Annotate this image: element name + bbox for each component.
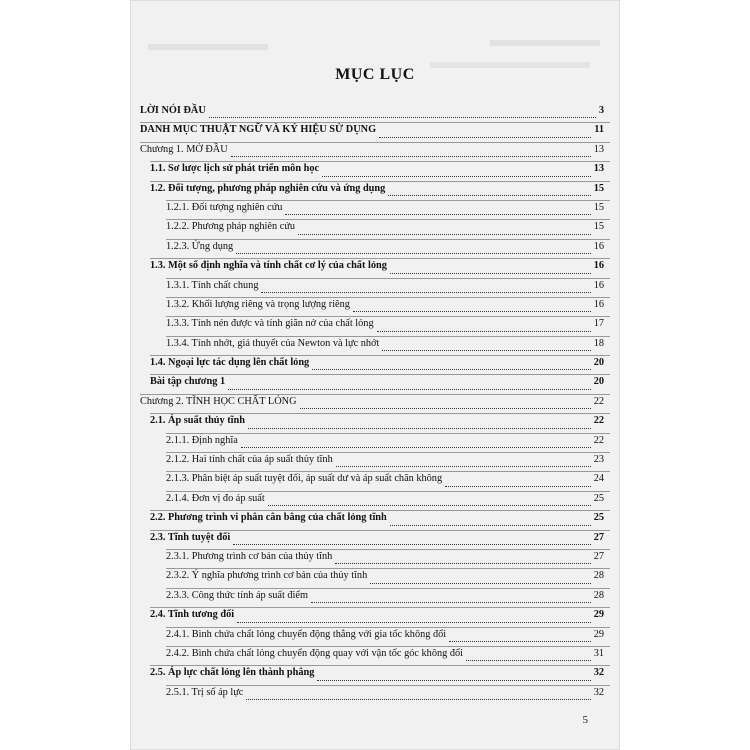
toc-leader-dots bbox=[370, 583, 591, 584]
page-number: 5 bbox=[582, 714, 588, 726]
toc-entry[interactable] bbox=[140, 608, 610, 626]
toc-leader-dots bbox=[311, 602, 591, 603]
toc-entry-page: 22 bbox=[593, 395, 604, 407]
toc-entry[interactable] bbox=[140, 356, 610, 374]
toc-leader-dots bbox=[336, 466, 591, 467]
toc-entry-page: 22 bbox=[593, 415, 604, 427]
toc-leader-dots bbox=[388, 195, 591, 196]
toc-entry[interactable] bbox=[140, 123, 610, 141]
toc-entry[interactable] bbox=[140, 104, 610, 122]
toc-leader-dots bbox=[246, 699, 591, 700]
toc-entry[interactable] bbox=[140, 201, 610, 219]
toc-entry-label: 1.2.1. Đối tượng nghiên cứu bbox=[166, 201, 283, 213]
toc-entry[interactable] bbox=[140, 589, 610, 607]
toc-entry[interactable] bbox=[140, 395, 610, 413]
toc-entry-label: DANH MỤC THUẬT NGỮ VÀ KÝ HIỆU SỬ DỤNG bbox=[140, 124, 377, 136]
toc-leader-dots bbox=[268, 505, 591, 506]
toc-leader-dots bbox=[300, 408, 591, 409]
toc-leader-dots bbox=[241, 447, 591, 448]
toc-leader-dots bbox=[382, 350, 591, 351]
toc-entry-page: 15 bbox=[593, 201, 604, 213]
toc-entry-page: 11 bbox=[594, 124, 604, 136]
toc-leader-dots bbox=[449, 641, 591, 642]
toc-entry[interactable] bbox=[140, 686, 610, 704]
toc-entry-page: 15 bbox=[593, 182, 604, 194]
toc-entry[interactable] bbox=[140, 375, 610, 393]
toc-entry-page: 20 bbox=[593, 357, 604, 369]
toc-leader-dots bbox=[322, 176, 591, 177]
toc-leader-dots bbox=[228, 389, 591, 390]
toc-leader-dots bbox=[231, 156, 591, 157]
toc-entry[interactable] bbox=[140, 531, 610, 549]
page-title: MỤC LỤC bbox=[335, 66, 415, 83]
toc-entry[interactable] bbox=[140, 666, 610, 684]
toc-entry-label: 1.3.2. Khối lượng riêng và trọng lượng riêng bbox=[166, 298, 350, 310]
toc-entry-page: 18 bbox=[593, 337, 604, 349]
toc-entry[interactable] bbox=[140, 337, 610, 355]
toc-entry-page: 25 bbox=[593, 512, 604, 524]
toc-entry-page: 25 bbox=[593, 492, 604, 504]
toc-entry-label: 2.3.2. Ý nghĩa phương trình cơ bản của thủy tĩnh bbox=[166, 570, 368, 582]
toc-entry-label: 1.3.4. Tính nhớt, giả thuyết của Newton và lực nhớt bbox=[166, 337, 380, 349]
toc-leader-dots bbox=[379, 137, 591, 138]
toc-entry-label: 2.1.1. Định nghĩa bbox=[166, 434, 238, 446]
toc-leader-dots bbox=[466, 660, 591, 661]
toc-entry-page: 29 bbox=[593, 609, 604, 621]
toc-entry-page: 23 bbox=[593, 454, 604, 466]
toc-entry[interactable] bbox=[140, 279, 610, 297]
toc-entry[interactable] bbox=[140, 317, 610, 335]
toc-entry[interactable] bbox=[140, 162, 610, 180]
toc-entry[interactable] bbox=[140, 550, 610, 568]
toc-entry-page: 13 bbox=[593, 143, 604, 155]
toc-entry-label: 2.4.1. Bình chứa chất lỏng chuyển động thẳng với gia tốc không đổi bbox=[166, 628, 447, 640]
toc-entry-label: 2.5. Áp lực chất lỏng lên thành phẳng bbox=[150, 667, 315, 679]
toc-entry-label: 2.1. Áp suất thủy tĩnh bbox=[150, 415, 245, 427]
toc-entry-page: 29 bbox=[593, 628, 604, 640]
toc-entry-page: 27 bbox=[593, 550, 604, 562]
toc-entry-label: 1.2.2. Phương pháp nghiên cứu bbox=[166, 221, 296, 233]
toc-entry-label: 2.1.4. Đơn vị đo áp suất bbox=[166, 492, 265, 504]
toc-entry-page: 27 bbox=[593, 531, 604, 543]
table-of-contents bbox=[140, 104, 610, 704]
toc-leader-dots bbox=[335, 563, 591, 564]
book-page bbox=[130, 0, 620, 750]
toc-entry-label: Chương 2. TĨNH HỌC CHẤT LỎNG bbox=[140, 395, 297, 407]
toc-entry-label: 2.4. Tĩnh tương đối bbox=[150, 609, 235, 621]
toc-entry[interactable] bbox=[140, 143, 610, 161]
toc-entry-page: 15 bbox=[593, 221, 604, 233]
toc-entry-label: 1.4. Ngoại lực tác dụng lên chất lỏng bbox=[150, 357, 310, 369]
toc-entry[interactable] bbox=[140, 220, 610, 238]
toc-entry-page: 17 bbox=[593, 318, 604, 330]
toc-entry[interactable] bbox=[140, 628, 610, 646]
toc-leader-dots bbox=[285, 214, 591, 215]
toc-leader-dots bbox=[236, 253, 591, 254]
toc-entry[interactable] bbox=[140, 298, 610, 316]
toc-entry-page: 16 bbox=[593, 260, 604, 272]
toc-entry[interactable] bbox=[140, 240, 610, 258]
toc-entry[interactable] bbox=[140, 492, 610, 510]
toc-entry-page: 16 bbox=[593, 279, 604, 291]
toc-entry-page: 28 bbox=[593, 570, 604, 582]
toc-entry-label: 2.3. Tĩnh tuyệt đối bbox=[150, 531, 231, 543]
toc-leader-dots bbox=[390, 525, 591, 526]
toc-entry-page: 3 bbox=[598, 105, 604, 116]
bleed-through-text bbox=[148, 44, 268, 50]
toc-entry-label: 2.2. Phương trình vi phân cân bằng của chất lỏng tĩnh bbox=[150, 512, 387, 524]
toc-entry-page: 32 bbox=[593, 667, 604, 679]
toc-entry-label: 2.4.2. Bình chứa chất lỏng chuyển động quay với vận tốc góc không đổi bbox=[166, 647, 463, 659]
toc-leader-dots bbox=[312, 369, 591, 370]
toc-entry-label: 2.1.3. Phân biệt áp suất tuyệt đối, áp suất dư và áp suất chân không bbox=[166, 473, 443, 485]
toc-leader-dots bbox=[209, 117, 596, 118]
toc-entry-label: 1.1. Sơ lược lịch sử phát triển môn học bbox=[150, 163, 320, 175]
toc-entry-label: 1.3.3. Tính nén được và tính giãn nở của chất lỏng bbox=[166, 318, 374, 330]
bleed-through-text bbox=[490, 40, 600, 46]
toc-entry[interactable] bbox=[140, 569, 610, 587]
toc-entry-label: 2.1.2. Hai tính chất của áp suất thủy tĩnh bbox=[166, 454, 333, 466]
toc-leader-dots bbox=[298, 234, 591, 235]
toc-leader-dots bbox=[261, 292, 591, 293]
toc-leader-dots bbox=[317, 680, 591, 681]
toc-entry-page: 32 bbox=[593, 686, 604, 698]
toc-entry-label: 1.3. Một số định nghĩa và tính chất cơ lý của chất lỏng bbox=[150, 260, 387, 272]
toc-entry[interactable] bbox=[140, 434, 610, 452]
toc-leader-dots bbox=[445, 486, 591, 487]
toc-entry-label: 2.3.3. Công thức tính áp suất điểm bbox=[166, 589, 308, 601]
toc-entry-label: LỜI NÓI ĐẦU bbox=[140, 105, 206, 116]
toc-entry[interactable] bbox=[140, 472, 610, 490]
toc-entry-label: 1.3.1. Tính chất chung bbox=[166, 279, 259, 291]
toc-entry[interactable] bbox=[140, 259, 610, 277]
toc-leader-dots bbox=[377, 331, 591, 332]
toc-entry-page: 16 bbox=[593, 298, 604, 310]
toc-entry-page: 31 bbox=[593, 647, 604, 659]
toc-leader-dots bbox=[233, 544, 591, 545]
toc-entry[interactable] bbox=[140, 182, 610, 200]
toc-leader-dots bbox=[353, 311, 591, 312]
toc-leader-dots bbox=[248, 428, 591, 429]
toc-entry-page: 24 bbox=[593, 473, 604, 485]
toc-leader-dots bbox=[390, 273, 591, 274]
toc-entry[interactable] bbox=[140, 511, 610, 529]
toc-entry-page: 13 bbox=[593, 163, 604, 175]
toc-entry[interactable] bbox=[140, 647, 610, 665]
toc-entry-label: Chương 1. MỞ ĐẦU bbox=[140, 143, 228, 155]
toc-leader-dots bbox=[237, 622, 591, 623]
toc-entry-page: 16 bbox=[593, 240, 604, 252]
toc-entry-label: Bài tập chương 1 bbox=[150, 376, 226, 388]
toc-entry-label: 1.2. Đối tượng, phương pháp nghiên cứu và ứng dụng bbox=[150, 182, 386, 194]
toc-entry-page: 20 bbox=[593, 376, 604, 388]
toc-entry-page: 28 bbox=[593, 589, 604, 601]
toc-entry[interactable] bbox=[140, 414, 610, 432]
toc-entry[interactable] bbox=[140, 453, 610, 471]
toc-entry-page: 22 bbox=[593, 434, 604, 446]
toc-entry-label: 2.3.1. Phương trình cơ bản của thủy tĩnh bbox=[166, 550, 333, 562]
toc-entry-label: 1.2.3. Ứng dụng bbox=[166, 240, 234, 252]
toc-entry-label: 2.5.1. Trị số áp lực bbox=[166, 686, 244, 698]
